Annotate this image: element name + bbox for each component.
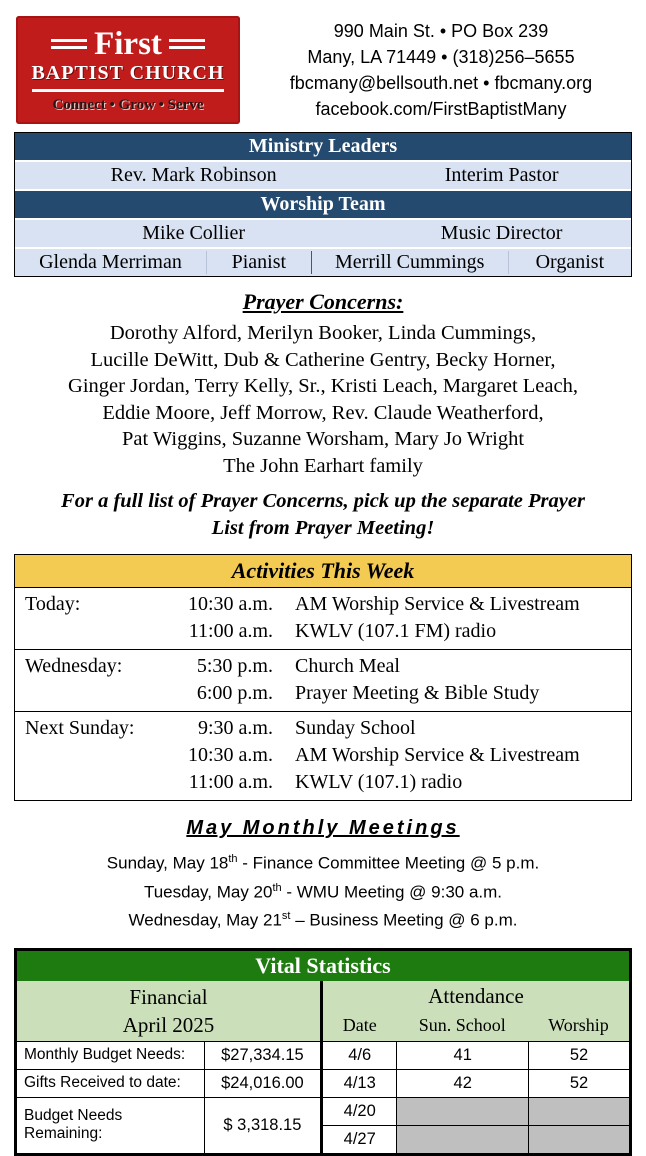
prayer-names-list xyxy=(14,320,632,479)
attendance-row: 4/6 41 52 xyxy=(323,1041,629,1069)
attendance-col-worship: Worship xyxy=(548,1014,609,1035)
pianist-role: Pianist xyxy=(206,251,311,274)
prayer-names-line: Lucille DeWitt, Dub & Catherine Gentry, Becky Horner, xyxy=(90,348,556,371)
empty-cell xyxy=(528,1126,629,1153)
logo-word-first: First xyxy=(94,25,162,62)
pastor-role: Interim Pastor xyxy=(444,164,559,186)
activities-times: 10:30 a.m. 11:00 a.m. xyxy=(188,593,273,642)
worship-team-header: Worship Team xyxy=(15,191,631,220)
prayer-concerns-section xyxy=(14,289,632,542)
header xyxy=(14,10,632,132)
empty-cell xyxy=(396,1098,528,1125)
church-logo xyxy=(16,16,240,124)
attendance-col-date: Date xyxy=(342,1014,377,1035)
musicians-row xyxy=(15,249,631,276)
attendance-row: 4/13 42 52 xyxy=(323,1069,629,1097)
prayer-names-line: Eddie Moore, Jeff Morrow, Rev. Claude Weatherford, xyxy=(102,401,544,424)
contact-email-web: fbcmany@bellsouth.net • fbcmany.org xyxy=(289,73,593,93)
vital-statistics-header: Vital Statistics xyxy=(17,951,629,981)
leaders-table xyxy=(14,132,632,277)
meeting-line-wmu: Tuesday, May 20th - WMU Meeting @ 9:30 a.m. xyxy=(143,881,503,902)
activities-descriptions: Church Meal Prayer Meeting & Bible Study xyxy=(295,655,540,704)
empty-cell xyxy=(528,1098,629,1125)
logo-double-line-left-icon xyxy=(51,39,87,49)
ministry-leaders-header: Ministry Leaders xyxy=(15,133,631,162)
pianist-name: Glenda Merriman xyxy=(39,251,182,273)
financial-row-budget-needs: Monthly Budget Needs: $27,334.15 xyxy=(17,1041,320,1069)
monthly-meetings-title: May Monthly Meetings xyxy=(186,817,460,839)
activities-group-today xyxy=(15,588,631,649)
attendance-column-headers xyxy=(323,1012,629,1039)
empty-cell xyxy=(396,1126,528,1153)
pastor-row xyxy=(15,162,631,191)
logo-tagline: Connect • Grow • Serve xyxy=(52,96,204,113)
contact-block xyxy=(254,18,632,122)
attendance-row: 4/20 xyxy=(323,1097,629,1125)
activities-table xyxy=(14,554,632,801)
prayer-names-line: Ginger Jordan, Terry Kelly, Sr., Kristi Leach, Margaret Leach, xyxy=(68,375,578,397)
financial-row-needs-remaining: Budget Needs Remaining: $ 3,318.15 xyxy=(17,1097,320,1153)
logo-divider xyxy=(32,89,225,92)
activities-day-label: Next Sunday: xyxy=(25,717,135,739)
activities-day-label: Today: xyxy=(25,593,81,615)
monthly-meetings-section xyxy=(14,817,632,933)
activities-group-wednesday xyxy=(15,649,631,711)
activities-descriptions: AM Worship Service & Livestream KWLV (107.1 FM) radio xyxy=(295,593,580,642)
logo-double-line-right-icon xyxy=(169,39,205,49)
financial-section-header: Financial April 2025 xyxy=(17,981,320,1041)
prayer-names-line: The John Earhart family xyxy=(223,454,423,477)
activities-times: 5:30 p.m. 6:00 p.m. xyxy=(196,655,273,704)
music-director-name: Mike Collier xyxy=(142,222,246,244)
pastor-name: Rev. Mark Robinson xyxy=(110,164,277,186)
meeting-line-business: Wednesday, May 21st – Business Meeting @ 6 p.m. xyxy=(128,910,518,930)
organist-name: Merrill Cummings xyxy=(311,251,508,274)
logo-church-name: BAPTIST CHURCH xyxy=(31,61,225,84)
vital-statistics-table xyxy=(14,948,632,1156)
logo-first-line xyxy=(51,27,205,61)
organist-role: Organist xyxy=(508,251,631,274)
activities-day-label: Wednesday: xyxy=(25,655,123,677)
prayer-names-line: Dorothy Alford, Merilyn Booker, Linda Cummings, xyxy=(109,322,537,344)
financial-row-gifts-received: Gifts Received to date: $24,016.00 xyxy=(17,1069,320,1097)
meeting-line-finance: Sunday, May 18th - Finance Committee Meeting @ 5 p.m. xyxy=(106,853,540,873)
activities-header: Activities This Week xyxy=(15,555,631,588)
contact-facebook: facebook.com/FirstBaptistMany xyxy=(315,99,567,119)
prayer-full-list-note: For a full list of Prayer Concerns, pick up the separate Prayer List from Prayer Meeting! xyxy=(61,490,585,539)
attendance-section-header: Attendance Date Sun. School Worship xyxy=(323,981,629,1041)
prayer-concerns-title: Prayer Concerns: xyxy=(242,289,404,314)
contact-phone: Many, LA 71449 • (318)256–5655 xyxy=(307,47,575,67)
contact-address: 990 Main St. • PO Box 239 xyxy=(333,21,549,41)
financial-section xyxy=(17,981,323,1153)
attendance-section xyxy=(323,981,629,1153)
activities-group-next-sunday xyxy=(15,711,631,800)
activities-descriptions: Sunday School AM Worship Service & Livestream KWLV (107.1) radio xyxy=(295,717,580,793)
music-director-role: Music Director xyxy=(440,222,563,244)
attendance-row: 4/27 xyxy=(323,1125,629,1153)
attendance-col-sunday-school: Sun. School xyxy=(418,1014,506,1035)
activities-times: 9:30 a.m. 10:30 a.m. 11:00 a.m. xyxy=(188,717,273,793)
vital-statistics-body xyxy=(17,981,629,1153)
music-director-row xyxy=(15,220,631,249)
prayer-names-line: Pat Wiggins, Suzanne Worsham, Mary Jo Wright xyxy=(121,428,525,450)
